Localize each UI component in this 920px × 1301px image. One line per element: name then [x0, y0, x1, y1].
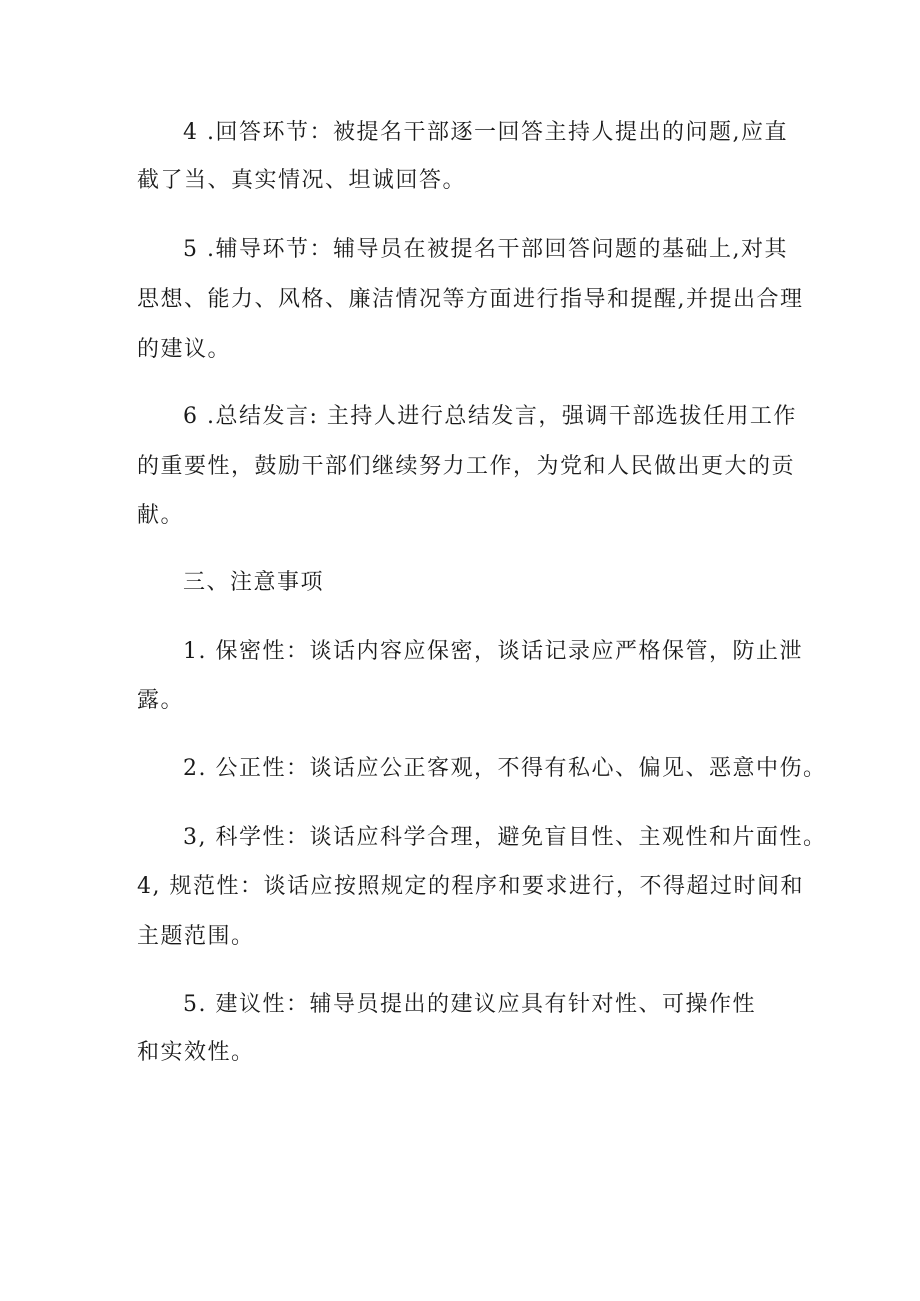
note-5-advice-line-2: 和实效性。 — [137, 1040, 255, 1065]
item-4-answer-line-2: 截了当、真实情况、坦诚回答。 — [137, 168, 467, 193]
item-5-guidance-line-2: 思想、能力、风格、廉洁情况等方面进行指导和提醒,并提出合理 — [137, 287, 804, 312]
item-6-summary-line-3: 献。 — [137, 503, 185, 528]
note-5-advice-line-1: 5. 建议性：辅导员提出的建议应具有针对性、可操作性 — [183, 992, 756, 1017]
item-5-guidance-line-1: 5 .辅导环节：辅导员在被提名干部回答问题的基础上,对其 — [183, 237, 788, 262]
item-4-answer-line-1: 4 .回答环节：被提名干部逐一回答主持人提出的问题,应直 — [183, 120, 788, 145]
item-5-guidance-line-3: 的建议。 — [137, 337, 232, 362]
item-6-summary-line-1: 6 .总结发言: 主持人进行总结发言，强调干部选拔任用工作 — [183, 404, 797, 429]
note-3-scientific: 3, 科学性：谈话应科学合理，避免盲目性、主观性和片面性。 — [183, 825, 827, 850]
note-4-standard-line-2: 主题范围。 — [137, 924, 255, 949]
note-4-standard-line-1: 4, 规范性：谈话应按照规定的程序和要求进行，不得超过时间和 — [137, 874, 804, 899]
note-1-confidentiality-line-1: 1. 保密性：谈话内容应保密，谈话记录应严格保管，防止泄 — [183, 639, 803, 664]
section-heading-notes: 三、注意事项 — [183, 570, 325, 595]
item-6-summary-line-2: 的重要性，鼓励干部们继续努力工作，为党和人民做出更大的贡 — [137, 454, 796, 479]
note-2-fairness: 2. 公正性：谈话应公正客观，不得有私心、偏见、恶意中伤。 — [183, 756, 827, 781]
note-1-confidentiality-line-2: 露。 — [137, 688, 185, 713]
